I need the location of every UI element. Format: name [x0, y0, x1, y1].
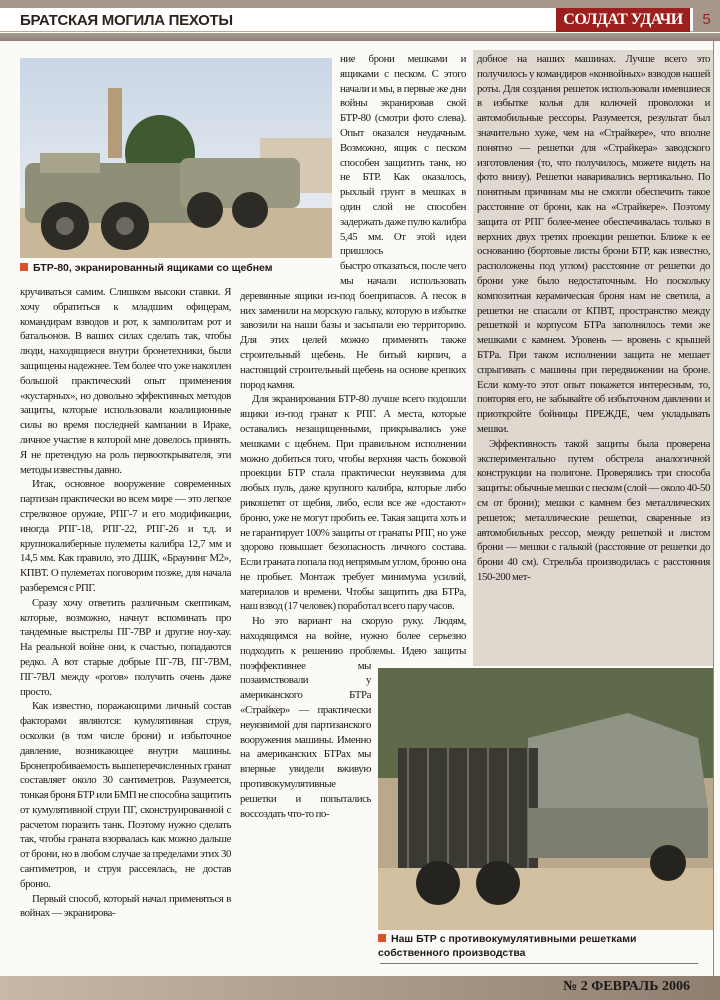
paragraph: Для экранирования БТР-80 лучше всего подошли ящики из-под гранат к РПГ. А места, которые оставались незащищенными, прикрывались уже мешками с щебнем. При правильном исполнении можно добиться того, чтобы верхняя часть боковой проекции БТР стала практически неуязвима для любых пуль, даже крупного калибра, которые либо рикошетят от щебня, либо, если все же «достают» броню, уже не могут пробить ее. Такая защита хоть и не гарантирует 100% защиты от гранаты РПГ, но уже здорово повышает безопасность личного состава. Если граната попала под непрямым углом, броню она не пробьет. Монтаж требует минимума усилий, материалов и времени. Чтобы защитить два БТРа, наш взвод (17 человек) поработал всего пару часов. [240, 393, 466, 613]
photo-btr-grilles-image [378, 668, 713, 930]
magazine-title: СОЛДАТ УДАЧИ [556, 8, 690, 32]
paragraph: добное на наших машинах. Лучше всего это получилось у командиров «конвойных» взводов нашей роты. Для создания решеток использовали имевшиеся в избытке колья для колючей проволоки и автомобильные рессоры. Разумеется, результат был значительно хуже, чем на «Страйкере», что вполне понятно — решетки для «Страйкера» заводского изготовления (то, что получилось, можете видеть на фото внизу). Решетки наваривались вертикально. По понятным причинам мы не смогли обеспечить такое расстояние от брони, как на «Страйкере». Поэтому защита от РПГ более-менее обеспечивалась только в верхних двух третях проекции решетки. Ближе к ее основанию (бортовые листы брони БТР, как известно, расположены под углом) расстояние от решетки до брони уже было недостаточным. Но поскольку композитная керамическая броня нам не светила, а решетки не спасали от КПВТ, пространство между решеткой и корпусом БТРа заполнялось теми же мешками с камнем. Уровень — вровень с крышей БТРа. При таком исполнении защита не мешает спрыгивать с машины при передвижении на броне. Если кому-то этот опыт покажется интересным, то, повторяя его, не забывайте об избыточном давлении и приоткройте бойницы ПРЕЖДЕ, чем укладывать мешки. [477, 53, 710, 435]
paragraph: ние брони мешками и ящиками с песком. С этого начали и мы, в первые же дни войны экранировав свой БТР-80 (смотри фото слева). Опыт оказался неудачным. Возможно, ящик с песком способен защитить танк, но не БТР. Как оказалось, рыхлый грунт в мешках в один слой не способен задержать даже пулю калибра 5,45 мм. От этой идеи пришлось [340, 53, 466, 258]
paragraph: Как известно, поражающими личный состав факторами являются: кумулятивная струя, осколки (в том числе брони) и избыточное давление, возникающее внутри машины. Бронепробиваемость вышеперечисленных гранат составляет около 30 сантиметров. Разумеется, тонкая броня БТР или БМП не способна защитить от кумулятивной струи ПГ, сконструированной с расчетом поразить танк. Поэтому нужно сделать так, чтобы граната взорвалась как можно дальше от брони, но в любом случае за пределами этих 30 сантиметров, и струя рассеялась, не достав броню. [20, 700, 231, 890]
header-stripe [0, 33, 720, 41]
photo-btr-grilles [378, 668, 713, 930]
paragraph: Итак, основное вооружение современных партизан практически во всем мире — это легкое стрелковое оружие, РПГ-7 и его модификации, иногда РПГ-18, РПГ-22, РПГ-26 и т.д. и крупнокалиберные пулеметы калибра 12,7 мм и 14,5 мм. Как правило, это ДШК, «Браунинг М2», КПВТ. О пулеметах поговорим позже, для начала разберемся с РПГ. [20, 478, 231, 594]
page-header [0, 8, 720, 32]
paragraph: быстро отказаться, после чего мы начали использовать деревянные ящики из-под боеприпасов. А песок в них заменили на морскую гальку, которую в избытке завозили на наши базы и засыпали ею территорию. Для этих целей можно применять также строительный щебень. Не битый кирпич, а настоящий строительный щебень на основе крепких пород камня. [240, 260, 466, 391]
caption-rule [380, 963, 698, 964]
column-right [477, 52, 710, 585]
paragraph: Но это вариант на скорую руку. Людям, находящимся на войне, нужно более серьезно подходить к решению проблемы. Идею защиты поэффективнее мы позаимствовали у американского БТРа «Страйкер» — практически неуязвимой для партизанского вооружения машины. Именно на американских БТРах мы впервые увидели вживую противокумулятивные решетки и попытались воссоздать что-то по- [240, 615, 466, 820]
caption-marker-icon [378, 934, 386, 942]
paragraph: Первый способ, который начал применяться в войнах — экранирова- [20, 892, 231, 920]
photo-caption-2 [378, 932, 698, 960]
paragraph: кручиваться самим. Слишком высоки ставки. Я хочу обратиться к младшим офицерам, командирам взводов и рот, к замполитам рот и батальонов. В ваших силах сделать так, чтобы люди, находящиеся внутри бронетехники, были защищены надежнее. Тем более что уже накоплен большой практический опыт применения «кустарных», но довольно эффективных методов защиты, которые использовали коалиционные силы во время последней кампании в Ираке, личное участие в которой мне довелось принять. Я не претендую на роль первооткрывателя, эти методы известны давно. [20, 286, 231, 476]
paragraph: Эффективность такой защиты была проверена экспериментально путем обстрела аналогичной конструкции на полигоне. Проверялись три способа защиты: обычные мешки с песком (слой — около 40-50 см от брони); мешки с камнем без металлических решеток; металлические решетки, сваренные из автомобильных рессор, между решеткой и листом брони — мешки с галькой (расстояние от решетки до брони 40 см). Стрельба производилась с расстояния 150-200 мет- [477, 437, 710, 583]
section-title: БРАТСКАЯ МОГИЛА ПЕХОТЫ [20, 12, 233, 29]
margin-line [713, 41, 714, 976]
caption-text: БТР-80, экранированный ящиками со щебнем [33, 262, 273, 274]
page-footer [0, 976, 720, 1000]
photo-1-spacer [240, 52, 340, 284]
paragraph: Сразу хочу ответить различным скептикам, которые, возможно, начнут вспоминать про тандемные выстрелы ПГ-7ВР и другие ноу-хау. На реальной войне они, к счастью, попадаются редко. А вот старые добрые ПГ-7В, ПГ-7ВМ, ПГ-7ВЛ между «рогов» получить очень даже просто. [20, 596, 231, 698]
caption-text: Наш БТР с противокумулятивными решетками собственного производства [378, 933, 637, 959]
page-number: 5 [693, 8, 720, 32]
column-left [20, 285, 231, 921]
top-band [0, 0, 720, 8]
issue-date: № 2 ФЕВРАЛЬ 2006 [563, 979, 690, 994]
caption-marker-icon [20, 263, 28, 271]
